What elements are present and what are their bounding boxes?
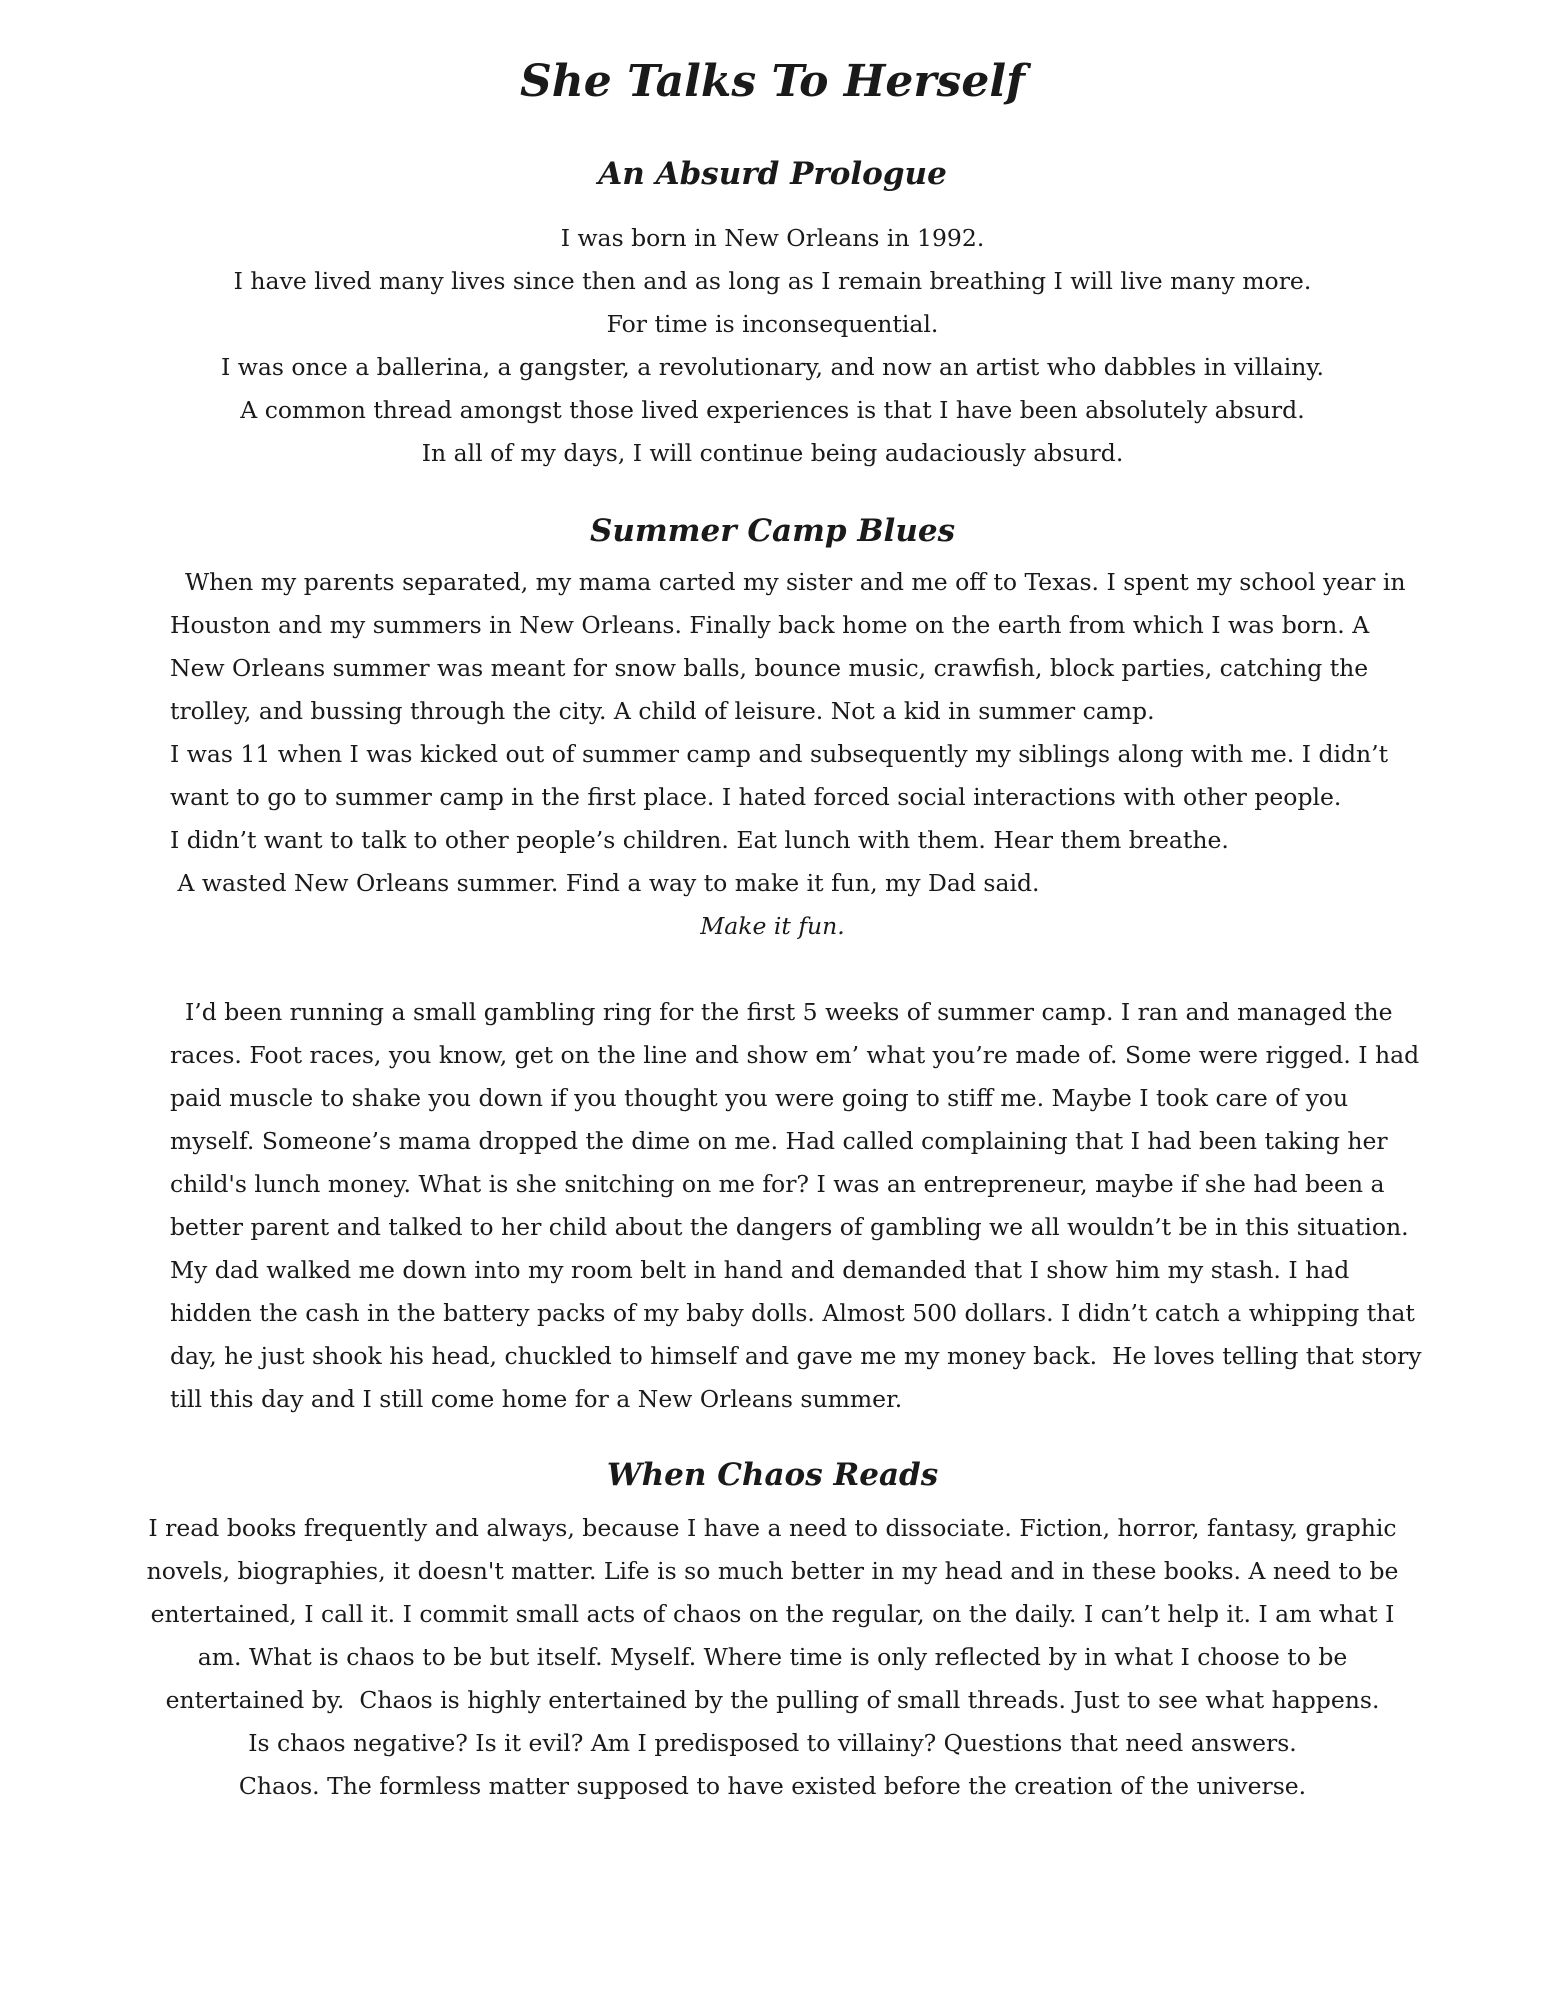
summer-camp-line: paid muscle to shake you down if you thought you were going to stiff me. Maybe I took care of you xyxy=(170,1084,1349,1112)
chaos-line: I read books frequently and always, because I have a need to dissociate. Fiction, horror, fantasy, graphic xyxy=(148,1514,1397,1542)
summer-camp-line: trolley, and bussing through the city. A child of leisure. Not a kid in summer camp. xyxy=(170,697,1155,725)
chaos-line: entertained, I call it. I commit small acts of chaos on the regular, on the daily. I can’t help it. I am what I xyxy=(150,1600,1395,1628)
prologue-line: A common thread amongst those lived experiences is that I have been absolutely absurd. xyxy=(240,396,1305,424)
summer-camp-line: till this day and I still come home for a New Orleans summer. xyxy=(170,1385,903,1413)
section-heading-prologue: An Absurd Prologue xyxy=(598,156,947,192)
document-title: She Talks To Herself xyxy=(520,56,1025,107)
summer-camp-line: better parent and talked to her child about the dangers of gambling we all wouldn’t be in this situation. xyxy=(170,1213,1409,1241)
summer-camp-line: When my parents separated, my mama carted my sister and me off to Texas. I spent my school year in xyxy=(170,568,1406,596)
chaos-line: entertained by. Chaos is highly entertained by the pulling of small threads. Just to see what happens. xyxy=(165,1686,1380,1714)
prologue-line: I was once a ballerina, a gangster, a revolutionary, and now an artist who dabbles in villainy. xyxy=(220,353,1325,381)
summer-camp-line: I was 11 when I was kicked out of summer camp and subsequently my siblings along with me. I didn’t xyxy=(170,740,1389,768)
summer-camp-line: New Orleans summer was meant for snow balls, bounce music, crawfish, block parties, catching the xyxy=(170,654,1369,682)
chaos-line: am. What is chaos to be but itself. Myself. Where time is only reflected by in what I choose to be xyxy=(197,1643,1348,1671)
chaos-line: novels, biographies, it doesn't matter. Life is so much better in my head and in these books. A need to be xyxy=(146,1557,1399,1585)
summer-camp-line: myself. Someone’s mama dropped the dime on me. Had called complaining that I had been taking her xyxy=(170,1127,1388,1155)
summer-camp-line: Houston and my summers in New Orleans. Finally back home on the earth from which I was born. A xyxy=(170,611,1370,639)
summer-camp-line: want to go to summer camp in the first place. I hated forced social interactions with other people. xyxy=(170,783,1342,811)
prologue-line: I have lived many lives since then and as long as I remain breathing I will live many more. xyxy=(233,267,1312,295)
prologue-line: For time is inconsequential. xyxy=(606,310,939,338)
chaos-line: Chaos. The formless matter supposed to have existed before the creation of the universe. xyxy=(238,1772,1307,1800)
summer-camp-line: races. Foot races, you know, get on the line and show em’ what you’re made of. Some were rigged. I had xyxy=(170,1041,1420,1069)
summer-camp-line: My dad walked me down into my room belt in hand and demanded that I show him my stash. I had xyxy=(170,1256,1350,1284)
summer-camp-line: child's lunch money. What is she snitching on me for? I was an entrepreneur, maybe if she had been a xyxy=(170,1170,1385,1198)
summer-camp-line: I’d been running a small gambling ring for the first 5 weeks of summer camp. I ran and managed the xyxy=(170,998,1393,1026)
chaos-line: Is chaos negative? Is it evil? Am I predisposed to villainy? Questions that need answers. xyxy=(248,1729,1297,1757)
prologue-line: In all of my days, I will continue being audaciously absurd. xyxy=(421,439,1124,467)
summer-camp-line: hidden the cash in the battery packs of my baby dolls. Almost 500 dollars. I didn’t catch a whipping that xyxy=(170,1299,1415,1327)
section-heading-chaos: When Chaos Reads xyxy=(606,1457,939,1493)
prologue-line: I was born in New Orleans in 1992. xyxy=(560,224,985,252)
summer-camp-line: day, he just shook his head, chuckled to himself and gave me my money back. He loves telling that story xyxy=(170,1342,1422,1370)
section-heading-summer-camp: Summer Camp Blues xyxy=(589,513,956,549)
summer-camp-line: I didn’t want to talk to other people’s children. Eat lunch with them. Hear them breathe. xyxy=(170,826,1229,854)
make-it-fun-line: Make it fun. xyxy=(700,912,845,940)
summer-camp-line: A wasted New Orleans summer. Find a way to make it fun, my Dad said. xyxy=(170,869,1040,897)
